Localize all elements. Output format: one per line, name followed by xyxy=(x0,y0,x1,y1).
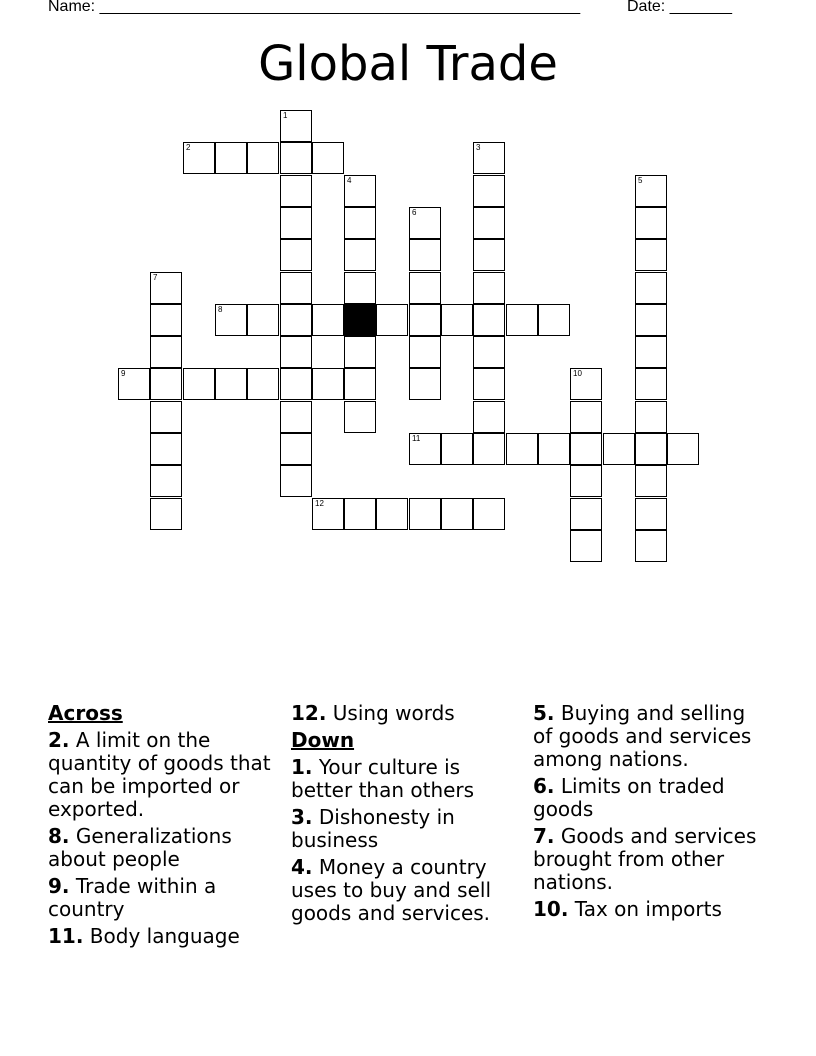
clue-column-1 xyxy=(48,702,284,952)
grid-cell[interactable] xyxy=(215,304,247,336)
grid-cell[interactable] xyxy=(312,142,344,174)
grid-cell[interactable] xyxy=(280,207,312,239)
grid-cell[interactable] xyxy=(506,433,538,465)
clue-number: 3 xyxy=(476,143,481,152)
grid-cell[interactable] xyxy=(441,304,473,336)
grid-cell[interactable] xyxy=(635,207,667,239)
grid-cell[interactable] xyxy=(409,207,441,239)
clue-number: 2 xyxy=(186,143,191,152)
grid-cell[interactable] xyxy=(344,239,376,271)
grid-cell[interactable] xyxy=(635,433,667,465)
clue-down-3: 3. Dishonesty in business xyxy=(291,805,455,852)
clue-down-4: 4. Money a country uses to buy and sell goods and services. xyxy=(291,855,491,925)
down-heading: Down xyxy=(291,728,355,752)
grid-cell[interactable] xyxy=(344,336,376,368)
grid-cell[interactable] xyxy=(473,368,505,400)
grid-cell[interactable] xyxy=(280,175,312,207)
grid-cell[interactable] xyxy=(312,498,344,530)
grid-cell[interactable] xyxy=(280,272,312,304)
grid-cell[interactable] xyxy=(473,304,505,336)
clue-across-8: 8. Generalizations about people xyxy=(48,824,232,871)
grid-cell[interactable] xyxy=(280,239,312,271)
clue-number: 7 xyxy=(153,273,158,282)
clue-column-3 xyxy=(533,702,769,925)
grid-cell[interactable] xyxy=(635,498,667,530)
name-field-label: Name: ______________________________________________________ xyxy=(48,0,581,15)
grid-cell[interactable] xyxy=(635,530,667,562)
grid-cell[interactable] xyxy=(150,304,182,336)
grid-cell[interactable] xyxy=(570,368,602,400)
clue-number: 6 xyxy=(412,208,417,217)
grid-cell[interactable] xyxy=(376,498,408,530)
clue-across-9: 9. Trade within a country xyxy=(48,874,217,921)
grid-cell[interactable] xyxy=(635,465,667,497)
grid-cell[interactable] xyxy=(344,401,376,433)
grid-cell[interactable] xyxy=(247,142,279,174)
clue-number: 5 xyxy=(638,176,643,185)
grid-cell[interactable] xyxy=(441,498,473,530)
grid-cell[interactable] xyxy=(280,433,312,465)
grid-cell[interactable] xyxy=(150,401,182,433)
grid-cell[interactable] xyxy=(409,272,441,304)
grid-cell[interactable] xyxy=(150,368,182,400)
grid-cell[interactable] xyxy=(280,142,312,174)
grid-cell[interactable] xyxy=(280,304,312,336)
grid-cell[interactable] xyxy=(280,401,312,433)
grid-cell[interactable] xyxy=(344,207,376,239)
clue-number: 9 xyxy=(121,369,126,378)
clue-across-2: 2. A limit on the quantity of goods that can be imported or exported. xyxy=(48,728,271,821)
grid-cell[interactable] xyxy=(473,207,505,239)
grid-cell[interactable] xyxy=(344,175,376,207)
grid-cell[interactable] xyxy=(635,304,667,336)
grid-cell[interactable] xyxy=(473,239,505,271)
grid-cell[interactable] xyxy=(635,272,667,304)
clue-column-2 xyxy=(291,702,527,929)
grid-cell[interactable] xyxy=(280,336,312,368)
grid-cell[interactable] xyxy=(409,336,441,368)
grid-cell[interactable] xyxy=(183,142,215,174)
grid-cell[interactable] xyxy=(570,498,602,530)
grid-cell[interactable] xyxy=(635,175,667,207)
clue-down-5: 5. Buying and selling of goods and services among nations. xyxy=(533,701,752,771)
clue-down-10: 10. Tax on imports xyxy=(533,897,722,921)
grid-cell[interactable] xyxy=(635,401,667,433)
clue-across-11: 11. Body language xyxy=(48,924,240,948)
grid-cell[interactable] xyxy=(312,304,344,336)
grid-cell[interactable] xyxy=(538,304,570,336)
grid-cell[interactable] xyxy=(473,142,505,174)
clue-down-1: 1. Your culture is better than others xyxy=(291,755,475,802)
grid-cell[interactable] xyxy=(280,465,312,497)
grid-cell[interactable] xyxy=(183,368,215,400)
clue-number: 4 xyxy=(347,176,352,185)
grid-cell[interactable] xyxy=(667,433,699,465)
grid-cell[interactable] xyxy=(150,498,182,530)
clue-number: 11 xyxy=(412,434,421,443)
date-field-label: Date: _______ xyxy=(627,0,732,15)
grid-cell[interactable] xyxy=(376,304,408,336)
grid-cell[interactable] xyxy=(150,465,182,497)
grid-cell[interactable] xyxy=(344,368,376,400)
grid-cell[interactable] xyxy=(344,272,376,304)
grid-cell[interactable] xyxy=(118,368,150,400)
grid-cell[interactable] xyxy=(409,368,441,400)
grid-cell[interactable] xyxy=(538,433,570,465)
grid-cell[interactable] xyxy=(409,239,441,271)
grid-cell[interactable] xyxy=(409,433,441,465)
grid-cell[interactable] xyxy=(570,401,602,433)
grid-cell[interactable] xyxy=(473,272,505,304)
grid-cell[interactable] xyxy=(570,465,602,497)
grid-cell[interactable] xyxy=(473,175,505,207)
grid-cell[interactable] xyxy=(215,368,247,400)
grid-cell[interactable] xyxy=(603,433,635,465)
grid-cell[interactable] xyxy=(506,304,538,336)
across-heading: Across xyxy=(48,701,123,725)
black-square xyxy=(344,304,376,336)
grid-cell[interactable] xyxy=(215,142,247,174)
puzzle-title: Global Trade xyxy=(258,36,558,92)
grid-cell[interactable] xyxy=(473,336,505,368)
clue-number: 8 xyxy=(218,305,223,314)
grid-cell[interactable] xyxy=(247,368,279,400)
grid-cell[interactable] xyxy=(635,336,667,368)
grid-cell[interactable] xyxy=(570,530,602,562)
grid-cell[interactable] xyxy=(441,433,473,465)
grid-cell[interactable] xyxy=(635,239,667,271)
grid-cell[interactable] xyxy=(312,368,344,400)
grid-cell[interactable] xyxy=(150,272,182,304)
clue-down-7: 7. Goods and services brought from other nations. xyxy=(533,824,757,894)
grid-cell[interactable] xyxy=(344,498,376,530)
clue-number: 1 xyxy=(283,111,288,120)
grid-cell[interactable] xyxy=(150,433,182,465)
grid-cell[interactable] xyxy=(247,304,279,336)
grid-cell[interactable] xyxy=(473,433,505,465)
grid-cell[interactable] xyxy=(570,433,602,465)
grid-cell[interactable] xyxy=(473,401,505,433)
grid-cell[interactable] xyxy=(150,336,182,368)
grid-cell[interactable] xyxy=(409,304,441,336)
grid-cell[interactable] xyxy=(280,110,312,142)
clue-across-12: 12. Using words xyxy=(291,701,455,725)
clue-number: 10 xyxy=(573,369,582,378)
grid-cell[interactable] xyxy=(409,498,441,530)
grid-cell[interactable] xyxy=(473,498,505,530)
clue-number: 12 xyxy=(315,499,324,508)
clue-down-6: 6. Limits on traded goods xyxy=(533,774,725,821)
grid-cell[interactable] xyxy=(635,368,667,400)
grid-cell[interactable] xyxy=(280,368,312,400)
